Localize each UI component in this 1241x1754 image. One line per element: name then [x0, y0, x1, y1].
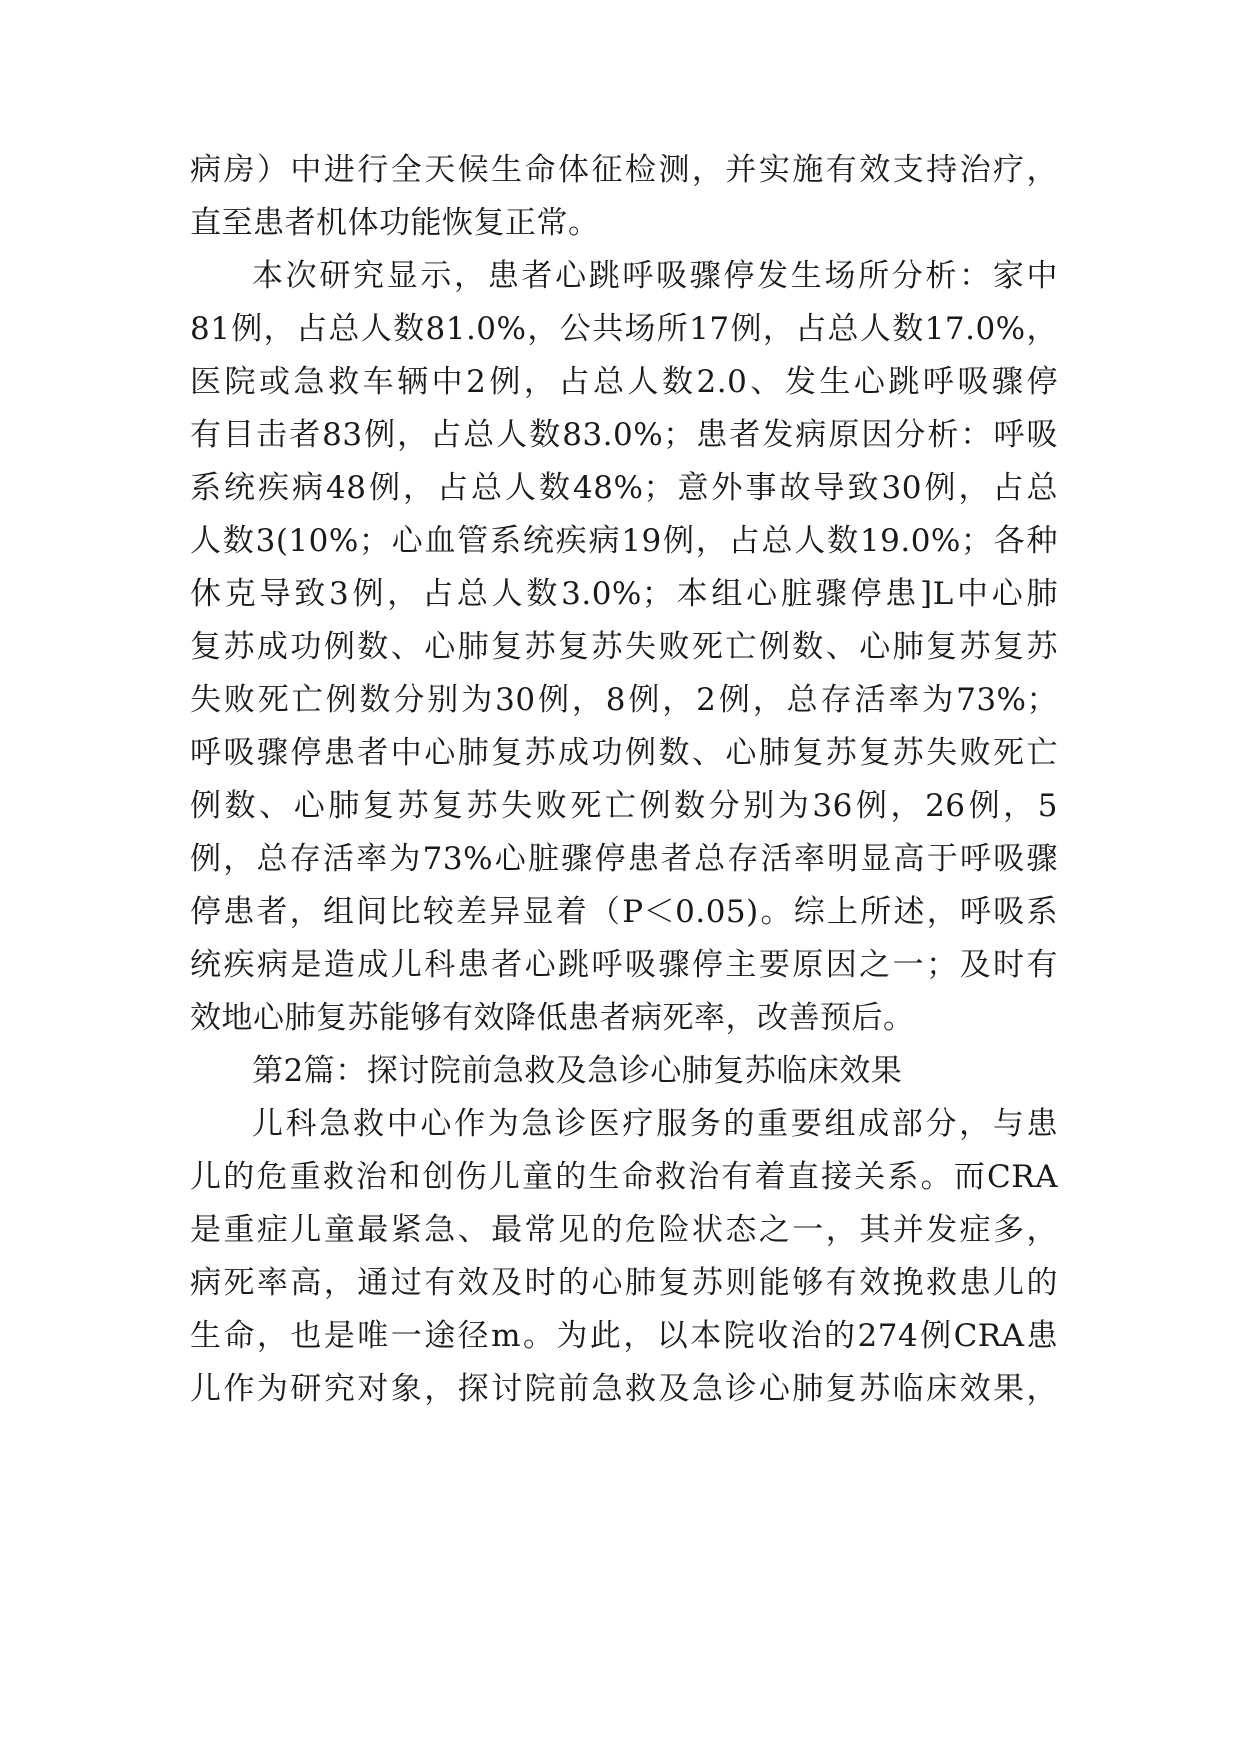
text-line: 人数3(10%；心血管系统疾病19例，占总人数19.0%；各种: [190, 523, 1058, 559]
text-line: 儿科急救中心作为急诊医疗服务的重要组成部分，与患: [252, 1106, 1058, 1142]
text-line: 例数、心肺复苏复苏失败死亡例数分别为36例，26例，5: [190, 788, 1058, 824]
text-line: 休克导致3例，占总人数3.0%；本组心脏骤停患]L中心肺: [190, 576, 1058, 612]
text-line: 病死率高，通过有效及时的心肺复苏则能够有效挽救患儿的: [190, 1265, 1058, 1301]
text-line: 医院或急救车辆中2例，占总人数2.0、发生心跳呼吸骤停: [190, 364, 1058, 400]
text-line: 儿作为研究对象，探讨院前急救及急诊心肺复苏临床效果，: [190, 1371, 1058, 1407]
text-line: 复苏成功例数、心肺复苏复苏失败死亡例数、心肺复苏复苏: [190, 629, 1058, 665]
text-line: 停患者，组间比较差异显着（P＜0.05)。综上所述，呼吸系: [190, 894, 1058, 930]
text-line: 失败死亡例数分别为30例，8例，2例，总存活率为73%；: [190, 682, 1058, 718]
text-line: 直至患者机体功能恢复正常。: [190, 205, 600, 241]
section-heading: 第2篇：探讨院前急救及急诊心肺复苏临床效果: [252, 1053, 903, 1089]
text-line: 儿的危重救治和创伤儿童的生命救治有着直接关系。而CRA: [190, 1159, 1058, 1195]
text-line: 呼吸骤停患者中心肺复苏成功例数、心肺复苏复苏失败死亡: [190, 735, 1058, 771]
text-line: 统疾病是造成儿科患者心跳呼吸骤停主要原因之一；及时有: [190, 947, 1058, 983]
text-line: 81例，占总人数81.0%，公共场所17例，占总人数17.0%，: [190, 311, 1058, 347]
text-line: 有目击者83例，占总人数83.0%；患者发病原因分析：呼吸: [190, 417, 1058, 453]
text-line: 效地心肺复苏能够有效降低患者病死率，改善预后。: [190, 1000, 915, 1036]
text-line: 例，总存活率为73%心脏骤停患者总存活率明显高于呼吸骤: [190, 841, 1058, 877]
text-line: 生命，也是唯一途径m。为此，以本院收治的274例CRA患: [190, 1318, 1058, 1354]
text-line: 是重症儿童最紧急、最常见的危险状态之一，其并发症多，: [190, 1212, 1058, 1248]
text-line: 病房）中进行全天候生命体征检测，并实施有效支持治疗，: [190, 152, 1058, 188]
text-line: 系统疾病48例，占总人数48%；意外事故导致30例，占总: [190, 470, 1058, 506]
text-line: 本次研究显示，患者心跳呼吸骤停发生场所分析：家中: [252, 258, 1058, 294]
